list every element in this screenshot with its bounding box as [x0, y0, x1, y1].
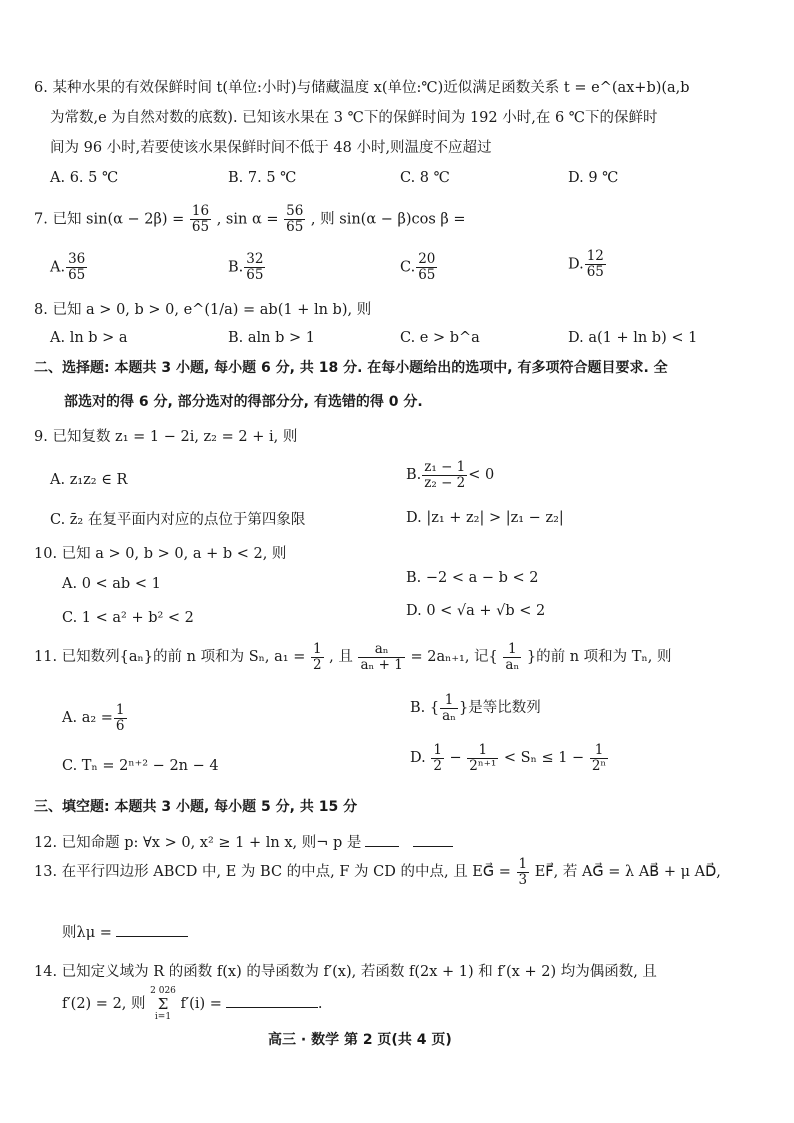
- q6-line2: 为常数,e 为自然对数的底数). 已知该水果在 3 ℃下的保鲜时间为 192 小时,在 6 ℃下的保鲜时: [50, 110, 658, 126]
- q8-stem: 8. 已知 a > 0, b > 0, e^(1/a) = ab(1 + ln b), 则: [34, 302, 372, 318]
- q9-stem: 9. 已知复数 z₁ = 1 − 2i, z₂ = 2 + i, 则: [34, 429, 298, 445]
- q11-option-a: A. a₂ = $\frac{1}{6}$: [62, 701, 125, 734]
- q11-option-b: B. { $\frac{1}{\text{aₙ}}$ }是等比数列: [410, 691, 541, 724]
- page-footer: 高三 · 数学 第 2 页(共 4 页): [268, 1032, 452, 1048]
- q9-option-d: D. |z₁ + z₂| > |z₁ − z₂|: [406, 510, 564, 526]
- q10-option-b: B. −2 < a − b < 2: [406, 570, 539, 586]
- q7-tail: , 则 sin(α − β)cos β =: [310, 211, 466, 228]
- q9-option-b: B. $\frac{\text{z₁ − 1}}{\text{z₂ − 2}}$ < 0: [406, 458, 495, 491]
- q13-stem: 13. 在平行四边形 ABCD 中, E 为 BC 的中点, F 为 CD 的中点, 且 EG⃗ = $\frac{1}{3}$ EF⃗, 若 AG⃗ = λ AB⃗ + μ AD⃗,: [34, 855, 721, 888]
- q11-a1-fraction: $\frac{1}{2}$: [312, 640, 322, 673]
- q6-option-c: C. 8 ℃: [400, 170, 450, 186]
- q7-mid: , sin α =: [216, 211, 279, 228]
- q8-option-d: D. a(1 + ln b) < 1: [568, 330, 698, 346]
- q6-line1: 6. 某种水果的有效保鲜时间 t(单位:小时)与储藏温度 x(单位:℃)近似满足函数关系 t = e^(ax+b)(a,b: [34, 80, 690, 96]
- q6-option-d: D. 9 ℃: [568, 170, 619, 186]
- q14-line1: 14. 已知定义域为 R 的函数 f(x) 的导函数为 f′(x), 若函数 f(2x + 1) 和 f′(x + 2) 均为偶函数, 且: [34, 964, 657, 980]
- q10-stem: 10. 已知 a > 0, b > 0, a + b < 2, 则: [34, 546, 287, 562]
- q7-option-b: B. $\frac{32}{65}$: [228, 251, 264, 283]
- section-2-heading-cont: 部选对的得 6 分, 部分选对的得部分分, 有选错的得 0 分.: [64, 394, 423, 410]
- q11-ratio-fraction: $\frac{\text{aₙ}}{\text{aₙ + 1}}$: [360, 640, 403, 673]
- q6-option-a: A. 6. 5 ℃: [50, 170, 119, 186]
- q11-stem: 11. 已知数列{aₙ}的前 n 项和为 Sₙ, a₁ = $\frac{1}{2}$ , 且 $\frac{\text{aₙ}}{\text{aₙ + 1}}$ = 2aₙ₊₁, 记{ $\frac{1}{\text{aₙ}}$ }的前 n 项和为 Tₙ, 则: [34, 640, 672, 673]
- q14-answer-blank[interactable]: [226, 997, 318, 1008]
- q13-answer-blank[interactable]: [116, 926, 188, 937]
- q11-reciprocal-fraction: $\frac{1}{\text{aₙ}}$: [505, 640, 520, 673]
- section-2-heading: 二、选择题: 本题共 3 小题, 每小题 6 分, 共 18 分. 在每小题给出的选项中, 有多项符合题目要求. 全: [34, 360, 668, 376]
- q12-answer-blank-2[interactable]: [413, 836, 453, 847]
- q7-lead: 7. 已知 sin(α − 2β) =: [34, 211, 185, 228]
- q12-stem: 12. 已知命题 p: ∀x > 0, x² ≥ 1 + ln x, 则¬ p 是: [34, 834, 453, 852]
- q6-line3: 间为 96 小时,若要使该水果保鲜时间不低于 48 小时,则温度不应超过: [50, 140, 492, 156]
- q7-option-a: A. $\frac{36}{65}$: [50, 251, 86, 283]
- q10-option-a: A. 0 < ab < 1: [62, 576, 161, 592]
- q9-option-c: C. z̄₂ 在复平面内对应的点位于第四象限: [50, 512, 306, 528]
- q8-option-a: A. ln b > a: [50, 330, 128, 346]
- q6-option-b: B. 7. 5 ℃: [228, 170, 297, 186]
- q13-fraction: $\frac{1}{3}$: [518, 855, 528, 888]
- q7-stem: [34, 204, 466, 234]
- q8-option-b: B. aln b > 1: [228, 330, 315, 346]
- q8-option-c: C. e > b^a: [400, 330, 480, 346]
- q7-fraction-2: $\frac{56}{65}$: [286, 203, 304, 235]
- section-3-heading: 三、填空题: 本题共 3 小题, 每小题 5 分, 共 15 分: [34, 799, 358, 815]
- q7-option-d: D. $\frac{12}{65}$: [568, 248, 604, 280]
- q11-option-c: C. Tₙ = 2ⁿ⁺² − 2n − 4: [62, 758, 219, 774]
- q11-option-d: D. $\frac{1}{2}$ − $\frac{1}{\text{2ⁿ⁺¹}}$ < Sₙ ≤ 1 − $\frac{1}{\text{2ⁿ}}$: [410, 741, 607, 774]
- q14-line2: f′(2) = 2, 则 2 026 Σ i=1 f′(i) = .: [62, 985, 323, 1022]
- q13-line2: 则λμ =: [62, 924, 188, 942]
- q7-fraction-1: $\frac{16}{65}$: [191, 203, 210, 235]
- q12-answer-blank[interactable]: [365, 836, 399, 847]
- q14-summation: 2 026 Σ i=1: [150, 985, 176, 1022]
- q10-option-d: D. 0 < √a + √b < 2: [406, 603, 546, 619]
- q10-option-c: C. 1 < a² + b² < 2: [62, 610, 194, 626]
- q7-option-c: C. $\frac{20}{65}$: [400, 251, 436, 283]
- q9-option-a: A. z₁z₂ ∈ R: [50, 472, 128, 488]
